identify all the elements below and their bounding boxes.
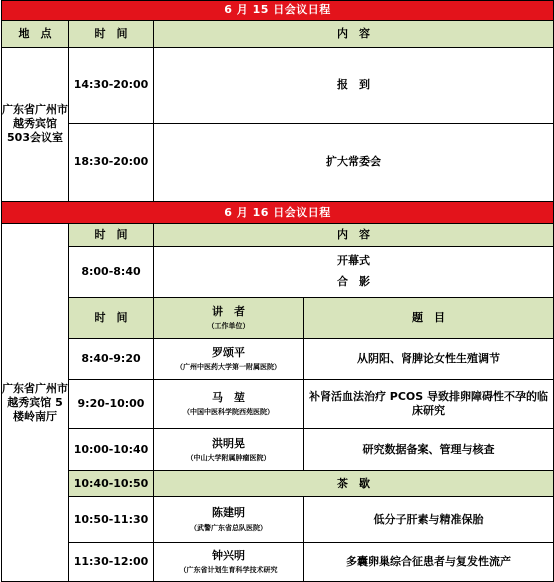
day2-opening-row: [2, 247, 554, 298]
talk-row: [2, 497, 554, 542]
talk-topic: 低分子肝素与精准保胎: [304, 497, 554, 542]
talk-speaker-name: 罗颂平: [212, 346, 245, 360]
talk-speaker-name: 洪明晃: [212, 436, 245, 450]
day2-col-content: 内 容: [154, 224, 554, 247]
day1-col-time: 时 间: [69, 20, 154, 47]
talk-row: [2, 428, 554, 470]
talk-speaker-org: （武警广东省总队医院）: [190, 523, 267, 532]
talk-speaker-org: （中山大学附属肿瘤医院）: [186, 453, 271, 462]
opening-line2: 合 影: [337, 274, 370, 288]
talk-speaker: [154, 542, 304, 581]
talk-speaker: [154, 497, 304, 542]
talk-time: 9:20-10:00: [69, 380, 154, 429]
talk-time: 10:50-11:30: [69, 497, 154, 542]
talk-row: [2, 380, 554, 429]
break-row: [2, 471, 554, 497]
break-time: 10:40-10:50: [69, 471, 154, 497]
talk-time: 11:30-12:00: [69, 542, 154, 581]
day1-header: 6 月 15 日会议日程: [2, 1, 554, 21]
talk-speaker-org: （广州中医药大学第一附属医院）: [176, 363, 281, 372]
day2-header-row: [2, 201, 554, 224]
talk-speaker-name: 陈建明: [212, 506, 245, 520]
day1-col-place: 地 点: [2, 20, 69, 47]
schedule-table: [1, 0, 554, 582]
talk-speaker-org: （广东省计划生育科学技术研究: [179, 566, 278, 575]
day2-talk-headers: [2, 297, 554, 338]
talk-topic: 多囊卵巢综合征患者与复发性流产: [304, 542, 554, 581]
opening-content: [154, 247, 554, 298]
day1-row: [2, 47, 554, 124]
day1-row-time: 18:30-20:00: [69, 124, 154, 202]
talk-topic: 从阴阳、肾脾论女性生殖调节: [304, 339, 554, 380]
break-label: 茶 歇: [154, 471, 554, 497]
day1-row-content: 报 到: [154, 47, 554, 124]
talk-col-speaker-label: 讲 者: [212, 304, 245, 318]
day2-header: 6 月 16 日会议日程: [2, 201, 554, 224]
talk-speaker-org: （中国中医科学院西苑医院）: [183, 408, 274, 417]
day2-column-headers: [2, 224, 554, 247]
day1-venue: 广东省广州市越秀宾馆 503会议室: [2, 47, 69, 201]
talk-speaker: [154, 428, 304, 470]
day1-column-headers: [2, 20, 554, 47]
day2-venue: 广东省广州市越秀宾馆 5 楼岭南厅: [2, 224, 69, 582]
day1-header-row: [2, 1, 554, 21]
day1-row-time: 14:30-20:00: [69, 47, 154, 124]
talk-row: [2, 339, 554, 380]
opening-time: 8:00-8:40: [69, 247, 154, 298]
talk-speaker: [154, 380, 304, 429]
talk-row: [2, 542, 554, 581]
talk-time: 8:40-9:20: [69, 339, 154, 380]
day1-row: [2, 124, 554, 202]
talk-time: 10:00-10:40: [69, 428, 154, 470]
talk-speaker-name: 马 堃: [212, 391, 245, 405]
day1-col-content: 内 容: [154, 20, 554, 47]
talk-speaker-name: 钟兴明: [212, 548, 245, 562]
talk-col-speaker: [154, 297, 304, 338]
talk-topic: 补肾活血法治疗 PCOS 导致排卵障碍性不孕的临床研究: [304, 380, 554, 429]
talk-speaker: [154, 339, 304, 380]
talk-col-topic: 题 目: [304, 297, 554, 338]
talk-topic: 研究数据备案、管理与核查: [304, 428, 554, 470]
day1-row-content: 扩大常委会: [154, 124, 554, 202]
day2-col-time: 时 间: [69, 224, 154, 247]
opening-line1: 开幕式: [337, 253, 370, 267]
talk-col-speaker-note: （工作单位）: [207, 322, 250, 331]
talk-col-time: 时 间: [69, 297, 154, 338]
